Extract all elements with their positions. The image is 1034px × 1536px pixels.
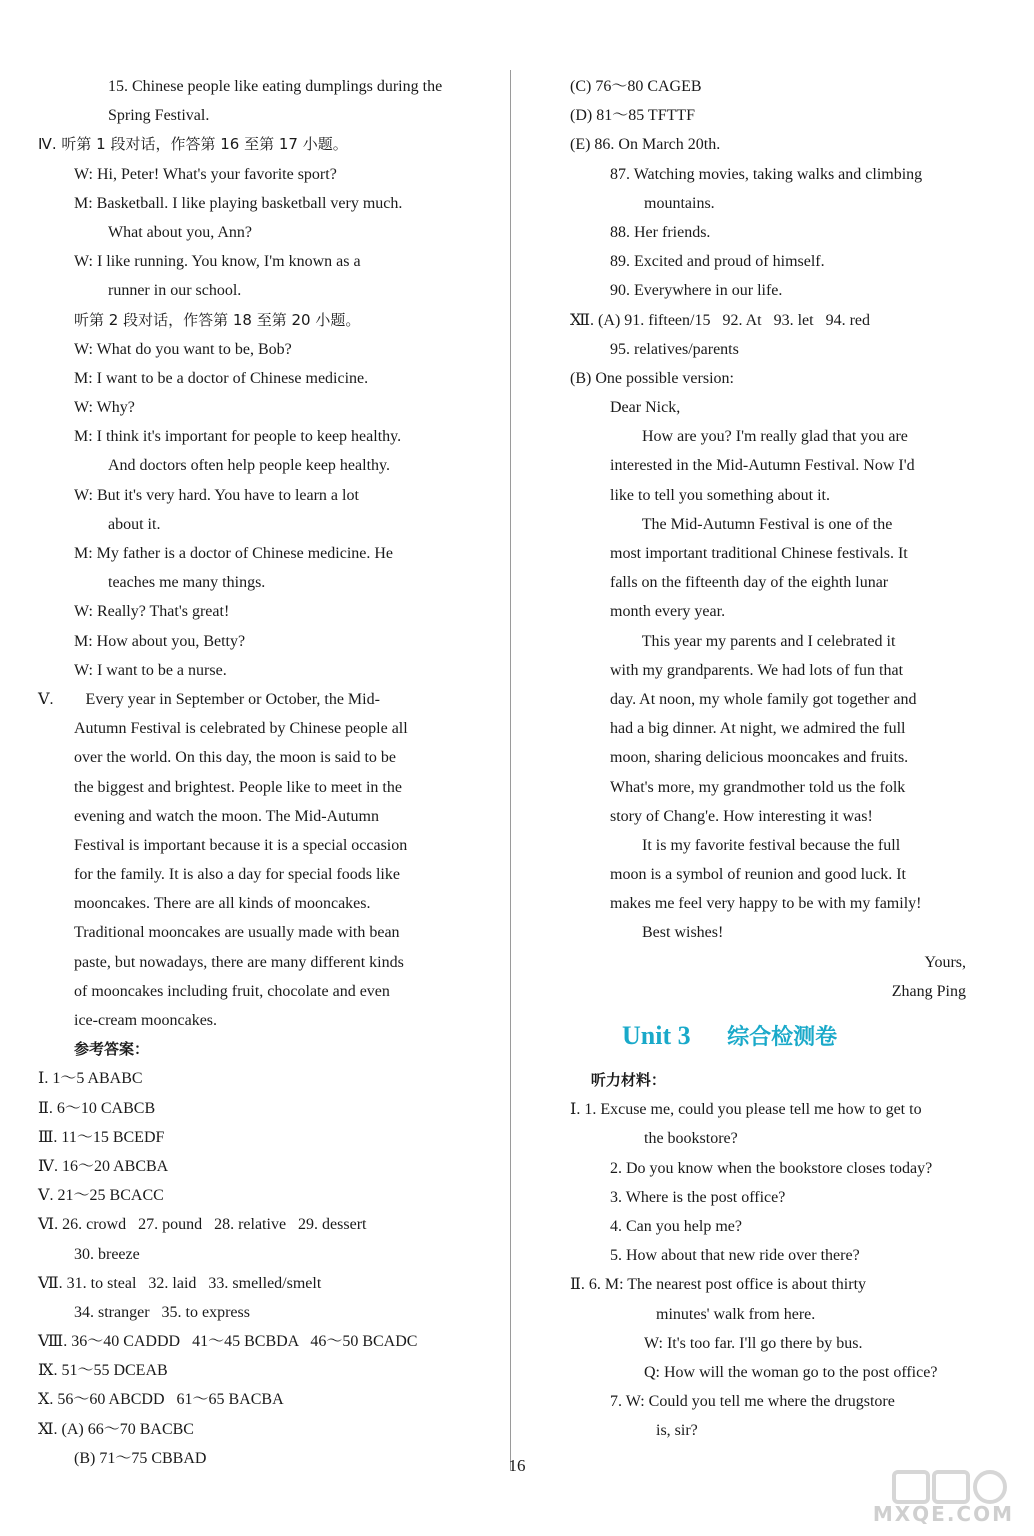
text-line: (D) 81～85 TFTTF xyxy=(570,107,696,125)
text-line: 87. Watching movies, taking walks and climbing xyxy=(610,165,923,183)
text-line: moon, sharing delicious mooncakes and fruits. xyxy=(610,749,909,767)
text-line: like to tell you something about it. xyxy=(610,486,830,504)
text-line: 30. breeze xyxy=(74,1245,140,1263)
text-line: Ⅱ. 6～10 CABCB xyxy=(38,1099,156,1117)
text-line: M: I want to be a doctor of Chinese medicine. xyxy=(74,369,369,387)
text-line: Ⅻ. (A) 91. fifteen/15 92. At 93. let 94. red xyxy=(570,311,870,329)
page-number: 16 xyxy=(508,1456,526,1475)
text-line: Ⅱ. 6. M: The nearest post office is about thirty xyxy=(570,1276,867,1294)
text-line: W: Why? xyxy=(74,399,135,417)
text-line: M: Basketball. I like playing basketball very much. xyxy=(74,194,403,212)
text-line: What's more, my grandmother told us the folk xyxy=(610,778,906,796)
text-line: over the world. On this day, the moon is said to be xyxy=(74,749,397,767)
text-line: had a big dinner. At night, we admired the full xyxy=(610,720,906,738)
text-line: W: But it's very hard. You have to learn a lot xyxy=(74,486,359,504)
text-line: about it. xyxy=(108,515,161,533)
text-line: M: My father is a doctor of Chinese medicine. He xyxy=(74,545,394,562)
text-line: story of Chang'e. How interesting it was! xyxy=(610,807,873,825)
text-line: Ⅳ. 16～20 ABCBA xyxy=(38,1157,169,1175)
text-line: 88. Her friends. xyxy=(610,223,711,241)
text-line: Spring Festival. xyxy=(108,107,210,125)
text-line: Ⅶ. 31. to steal 32. laid 33. smelled/smelt xyxy=(38,1274,322,1292)
text-line: Autumn Festival is celebrated by Chinese people all xyxy=(74,720,408,738)
text-line: (E) 86. On March 20th. xyxy=(570,136,721,154)
text-line: Ⅷ. 36～40 CADDD 41～45 BCBDA 46～50 BCADC xyxy=(38,1333,418,1351)
unit-number: Unit 3 xyxy=(622,1021,691,1050)
text-line: Ⅰ. 1～5 ABABC xyxy=(38,1070,143,1088)
text-line: Traditional mooncakes are usually made with bean xyxy=(74,924,400,942)
text-line: Ⅺ. (A) 66～70 BACBC xyxy=(38,1420,194,1438)
text-line: 参考答案： xyxy=(74,1040,150,1059)
text-line: Zhang Ping xyxy=(891,982,966,1000)
text-line: This year my parents and I celebrated it xyxy=(610,632,896,650)
text-line: Ⅴ. Every year in September or October, the Mid- xyxy=(38,690,380,708)
text-line: (B) One possible version: xyxy=(570,369,734,387)
text-line: 3. Where is the post office? xyxy=(610,1188,786,1206)
right-column-listening xyxy=(570,1066,966,1445)
text-line: mountains. xyxy=(644,194,715,212)
text-line: falls on the fifteenth day of the eighth lunar xyxy=(610,574,889,592)
text-line: What about you, Ann? xyxy=(108,223,252,241)
text-line: makes me feel very happy to be with my family! xyxy=(610,895,922,913)
text-line: most important traditional Chinese festivals. It xyxy=(610,545,908,562)
text-line: 34. stranger 35. to express xyxy=(74,1303,250,1321)
right-column xyxy=(570,72,966,1445)
text-line: Q: How will the woman go to the post office? xyxy=(644,1363,938,1381)
text-line: Ⅳ. 听第 1 段对话，作答第 16 至第 17 小题。 xyxy=(38,135,348,154)
text-line: How are you? I'm really glad that you are xyxy=(610,428,908,446)
text-line: 90. Everywhere in our life. xyxy=(610,282,783,300)
text-line: interested in the Mid-Autumn Festival. Now I'd xyxy=(610,457,915,475)
right-column-answers xyxy=(570,72,966,1006)
text-line: 89. Excited and proud of himself. xyxy=(610,253,825,271)
text-line: M: How about you, Betty? xyxy=(74,632,246,650)
column-divider xyxy=(510,70,511,1470)
text-line: (B) 71～75 CBBAD xyxy=(74,1449,207,1467)
text-line: Ⅰ. 1. Excuse me, could you please tell me how to get to xyxy=(570,1101,922,1119)
text-line: Ⅴ. 21～25 BCACC xyxy=(38,1187,164,1205)
text-line: Best wishes! xyxy=(610,924,724,942)
left-column xyxy=(38,72,466,1473)
text-line: 95. relatives/parents xyxy=(610,340,739,358)
text-line: W: Hi, Peter! What's your favorite sport? xyxy=(74,165,337,183)
text-line: 4. Can you help me? xyxy=(610,1217,742,1235)
text-line: runner in our school. xyxy=(108,282,242,300)
text-line: 15. Chinese people like eating dumplings during the xyxy=(108,78,443,95)
text-line: Ⅵ. 26. crowd 27. pound 28. relative 29. dessert xyxy=(38,1216,367,1234)
unit-name: 综合检测卷 xyxy=(727,1025,838,1050)
text-line: W: I want to be a nurse. xyxy=(74,661,227,679)
text-line: minutes' walk from here. xyxy=(644,1305,816,1323)
text-line: 7. W: Could you tell me where the drugstore xyxy=(610,1393,895,1411)
text-line: the biggest and brightest. People like to meet in the xyxy=(74,778,402,796)
text-line: Ⅹ. 56～60 ABCDD 61～65 BACBA xyxy=(38,1391,284,1409)
text-line: Ⅸ. 51～55 DCEAB xyxy=(38,1362,168,1380)
text-line: Festival is important because it is a special occasion xyxy=(74,836,408,854)
text-line: W: It's too far. I'll go there by bus. xyxy=(644,1334,863,1352)
text-line: Ⅲ. 11～15 BCEDF xyxy=(38,1128,165,1146)
text-line: W: I like running. You know, I'm known as a xyxy=(74,253,361,271)
text-line: M: I think it's important for people to keep healthy. xyxy=(74,428,402,446)
text-line: Dear Nick, xyxy=(610,399,681,417)
text-line: W: Really? That's great! xyxy=(74,603,230,621)
text-line: the bookstore? xyxy=(644,1130,738,1148)
text-line: (C) 76～80 CAGEB xyxy=(570,78,702,95)
text-line: 2. Do you know when the bookstore closes today? xyxy=(610,1159,933,1177)
text-line: 听力材料： xyxy=(570,1071,666,1089)
text-line: 听第 2 段对话，作答第 18 至第 20 小题。 xyxy=(74,310,361,329)
watermark-text: MXQE.COM xyxy=(872,1502,1014,1526)
text-line: day. At noon, my whole family got together and xyxy=(610,690,917,708)
text-line: paste, but nowadays, there are many different kinds xyxy=(74,953,404,971)
text-line: The Mid-Autumn Festival is one of the xyxy=(610,515,893,533)
text-line: month every year. xyxy=(610,603,726,621)
text-line: is, sir? xyxy=(644,1422,698,1440)
text-line: ice-cream mooncakes. xyxy=(74,1012,218,1029)
text-line: W: What do you want to be, Bob? xyxy=(74,340,292,358)
text-line: for the family. It is also a day for special foods like xyxy=(74,866,400,884)
text-line: teaches me many things. xyxy=(108,574,266,592)
text-line: And doctors often help people keep healthy. xyxy=(108,457,390,475)
text-line: It is my favorite festival because the full xyxy=(610,836,901,854)
text-line: mooncakes. There are all kinds of mooncakes. xyxy=(74,895,371,913)
text-line: moon is a symbol of reunion and good luck. It xyxy=(610,866,906,884)
text-line: Yours, xyxy=(924,953,966,971)
text-line: evening and watch the moon. The Mid-Autumn xyxy=(74,807,379,825)
unit-heading xyxy=(570,1006,966,1066)
text-line: 5. How about that new ride over there? xyxy=(610,1247,860,1265)
text-line: with my grandparents. We had lots of fun that xyxy=(610,661,904,679)
text-line: of mooncakes including fruit, chocolate and even xyxy=(74,982,390,1000)
